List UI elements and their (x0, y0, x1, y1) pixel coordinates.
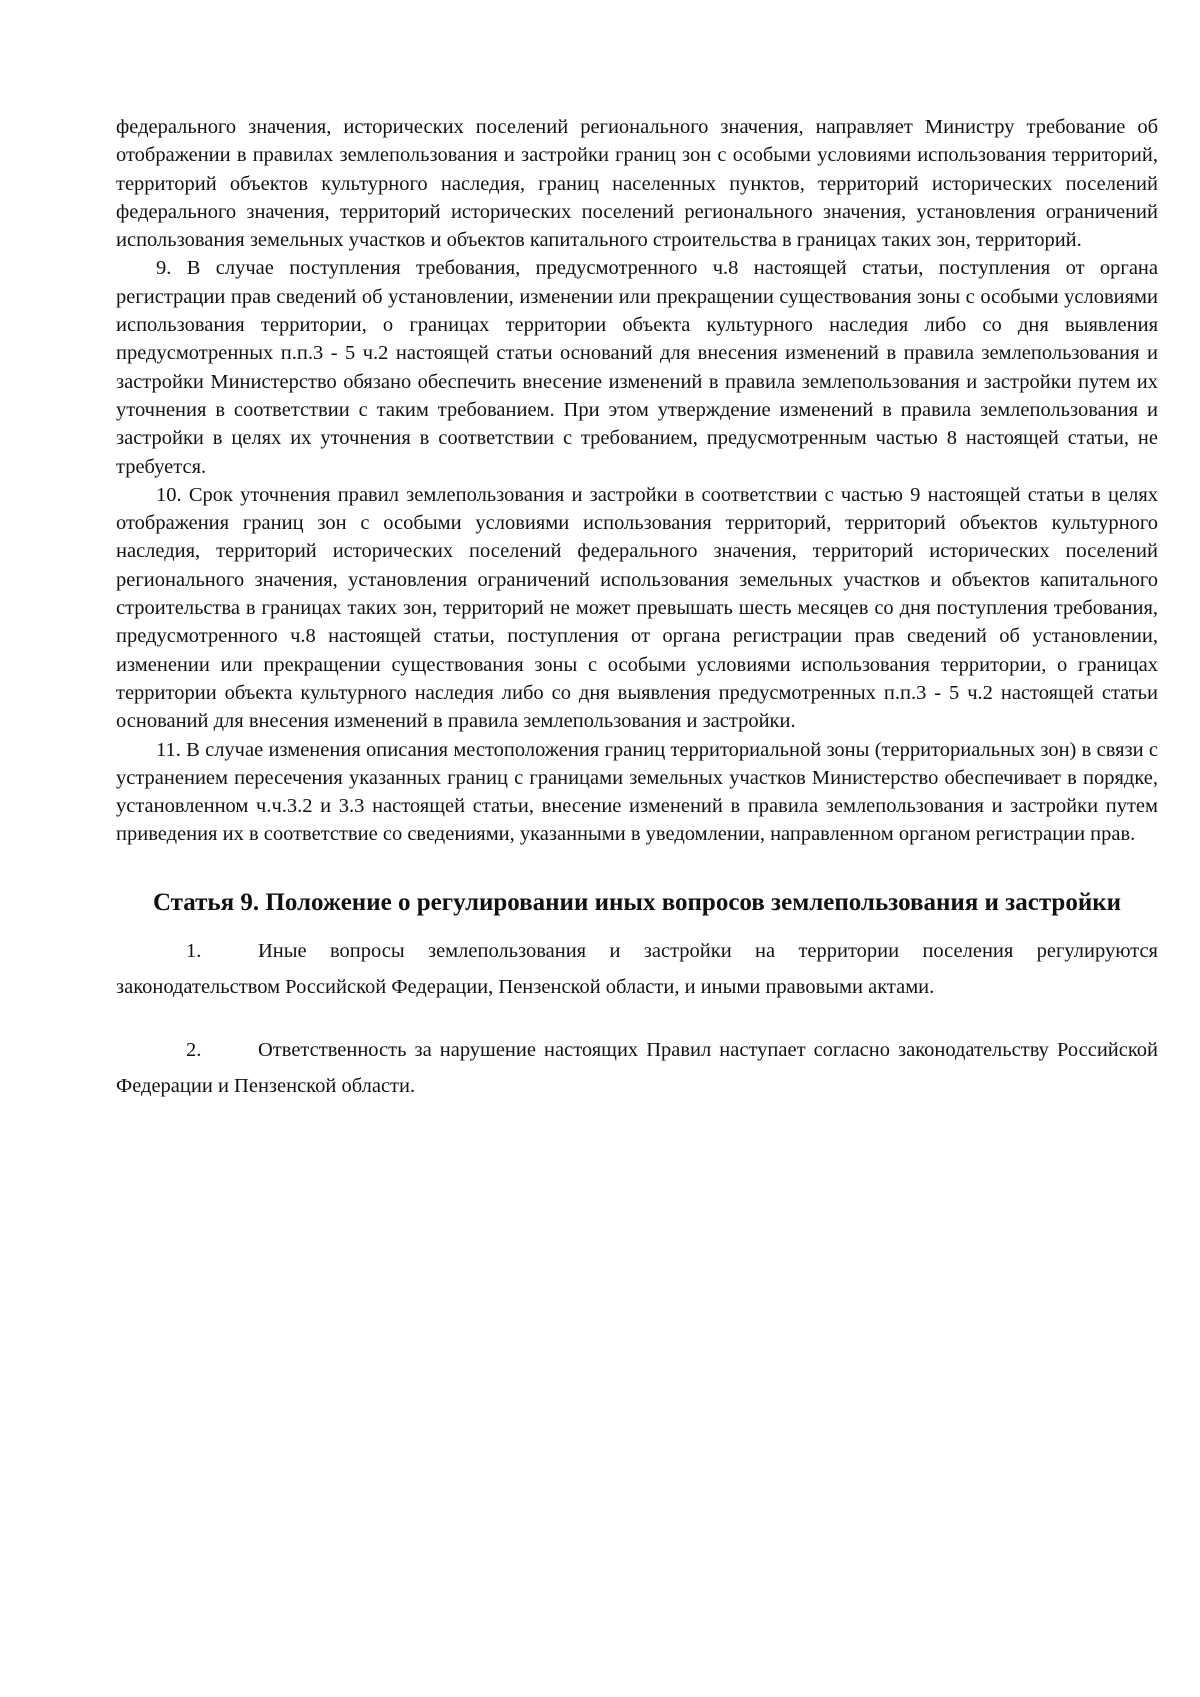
item-text: Иные вопросы землепользования и застройки на территории поселения регулируются законодательством Российской Федерации, Пензенской области, и иными правовыми актами. (116, 939, 1158, 998)
item-number: 2. (186, 1038, 202, 1061)
document-page (116, 113, 1158, 1104)
item-text: Ответственность за нарушение настоящих Правил наступает согласно законодательству Российской Федерации и Пензенской области. (116, 1038, 1158, 1097)
article-9-item-2 (116, 1032, 1158, 1104)
item-number: 1. (186, 939, 202, 962)
paragraph-8-continuation: федерального значения, исторических поселений регионального значения, направляет Министру требование об отображении в правилах землепользования и застройки границ зон с особыми условиями использования территорий, территорий объектов культурного наследия, границ населенных пунктов, территорий исторических поселений федерального значения, территорий исторических поселений регионального значения, установления ограничений использования земельных участков и объектов капитального строительства в границах таких зон, территорий. (116, 116, 1158, 252)
paragraph-11: 11. В случае изменения описания местоположения границ территориальной зоны (территориальных зон) в связи с устранением пересечения указанных границ с границами земельных участков Министерство обеспечивает в порядке, установленном ч.ч.3.2 и 3.3 настоящей статьи, внесение изменений в правила землепользования и застройки путем приведения их в соответствие со сведениями, указанными в уведомлении, направленном органом регистрации прав. (116, 738, 1158, 846)
paragraph-10: 10. Срок уточнения правил землепользования и застройки в соответствии с частью 9 настоящей статьи в целях отображения границ зон с особыми условиями использования территорий, территорий объектов культурного наследия, территорий исторических поселений федерального значения, территорий исторических поселений регионального значения, установления ограничений использования земельных участков и объектов капитального строительства в границах таких зон, территорий не может превышать шесть месяцев со дня поступления требования, предусмотренного ч.8 настоящей статьи, поступления от органа регистрации прав сведений об установлении, изменении или прекращении существования зоны с особыми условиями использования территории, о границах территории объекта культурного наследия либо со дня выявления предусмотренных п.п.3 - 5 ч.2 настоящей статьи оснований для внесения изменений в правила землепользования и застройки. (116, 483, 1158, 733)
article-9-item-1 (116, 933, 1158, 1005)
article-9-heading: Статья 9. Положение о регулировании иных вопросов землепользования и застройки (152, 888, 1122, 916)
paragraph-9: 9. В случае поступления требования, предусмотренного ч.8 настоящей статьи, поступления от органа регистрации прав сведений об установлении, изменении или прекращении существования зоны с особыми условиями использования территории, о границах территории объекта культурного наследия либо со дня выявления предусмотренных п.п.3 - 5 ч.2 настоящей статьи оснований для внесения изменений в правила землепользования и застройки Министерство обязано обеспечить внесение изменений в правила землепользования и застройки путем их уточнения в соответствии с таким требованием. При этом утверждение изменений в правила землепользования и застройки в целях их уточнения в соответствии с требованием, предусмотренным частью 8 настоящей статьи, не требуется. (116, 257, 1158, 478)
